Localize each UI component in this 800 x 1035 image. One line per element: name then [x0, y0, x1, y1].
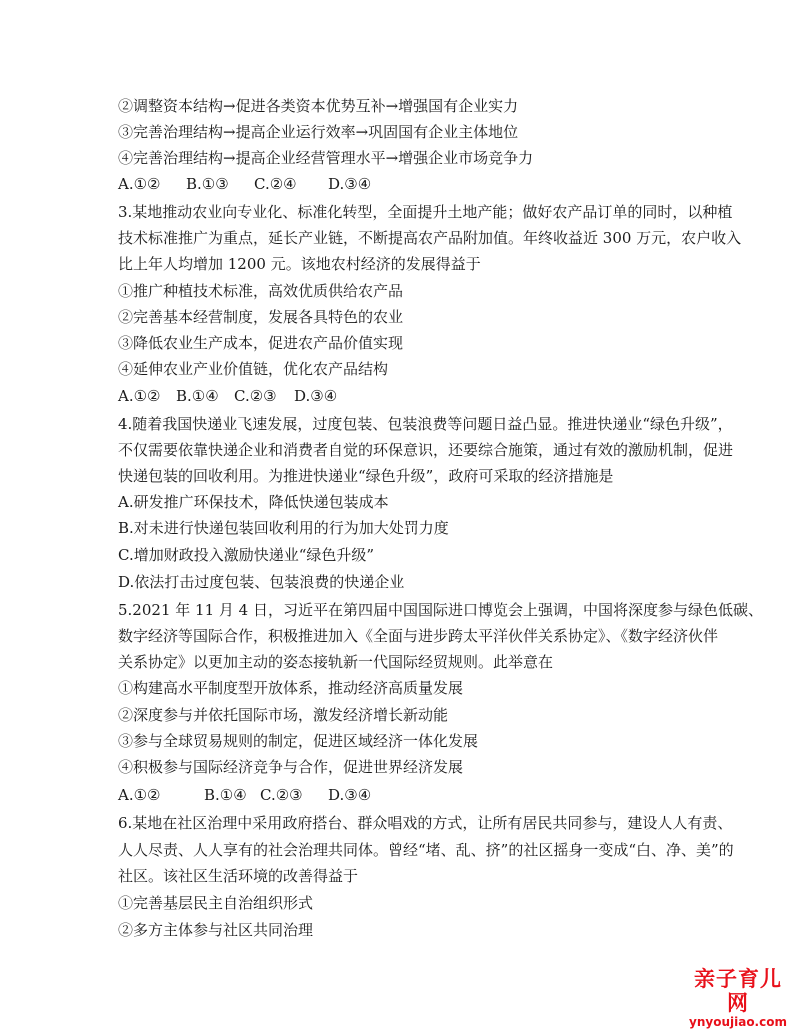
watermark-title: 亲子育儿网: [694, 967, 782, 1015]
text-line: 技术标准推广为重点，延长产业链，不断提高农产品附加值。年终收益近 300 万元，农户收入: [118, 229, 742, 247]
question-4-text: 4.随着我国快递业飞速发展，过度包装、包装浪费等问题日益凸显。推进快递业“绿色升级”，: [118, 415, 733, 433]
text-line: 数字经济等国际合作，积极推进加入《全面与进步跨太平洋伙伴关系协定》、《数字经济伙伴: [118, 627, 719, 645]
text-line: 不仅需要依靠快递企业和消费者自觉的环保意识，还要综合施策，通过有效的激励机制，促进: [118, 441, 734, 459]
option-c: C.②④: [254, 175, 297, 193]
option-b: B.①④: [176, 387, 219, 405]
text-line: 比上年人均增加 1200 元。该地农村经济的发展得益于: [118, 255, 481, 273]
question-3-text: 3.某地推动农业向专业化、标准化转型，全面提升土地产能；做好农产品订单的同时，以种植: [118, 203, 733, 221]
question-6-text: 6.某地在社区治理中采用政府搭台、群众唱戏的方式，让所有居民共同参与，建设人人有责、: [118, 814, 733, 832]
text-line: ②完善基本经营制度，发展各具特色的农业: [118, 308, 404, 326]
option-b: B.①③: [186, 175, 229, 193]
option-c: C.②③: [260, 786, 303, 804]
answer-options-q5: [118, 785, 718, 805]
option-c: C.②③: [234, 387, 277, 405]
text-line: ②深度参与并依托国际市场，激发经济增长新动能: [118, 706, 449, 724]
option-a: A.①②: [118, 786, 161, 804]
text-line: ③参与全球贸易规则的制定，促进区域经济一体化发展: [118, 732, 479, 750]
option-d: D.③④: [328, 175, 372, 193]
site-watermark: [686, 967, 790, 1029]
option-d: D.③④: [294, 387, 338, 405]
option-line: B.对未进行快递包装回收利用的行为加大处罚力度: [118, 519, 449, 537]
watermark-url: ynyoujiao.com: [689, 1015, 787, 1029]
option-b: B.①④: [204, 786, 247, 804]
text-line: 关系协定》以更加主动的姿态接轨新一代国际经贸规则。此举意在: [118, 653, 554, 671]
option-line: A.研发推广环保技术，降低快递包装成本: [118, 493, 389, 511]
option-a: A.①②: [118, 175, 161, 193]
option-line: C.增加财政投入激励快递业“绿色升级”: [118, 546, 375, 564]
text-line: ④完善治理结构→提高企业经营管理水平→增强企业市场竞争力: [118, 149, 534, 167]
option-d: D.③④: [328, 786, 372, 804]
text-line: ①构建高水平制度型开放体系，推动经济高质量发展: [118, 679, 464, 697]
option-line: D.依法打击过度包装、包装浪费的快递企业: [118, 573, 405, 591]
answer-options-q2: [118, 174, 718, 194]
text-line: ④积极参与国际经济竞争与合作，促进世界经济发展: [118, 758, 464, 776]
answer-options-q3: [118, 386, 718, 406]
text-line: 社区。该社区生活环境的改善得益于: [118, 867, 359, 885]
text-line: ②调整资本结构→促进各类资本优势互补→增强国有企业实力: [118, 97, 519, 115]
text-line: ①推广种植技术标准，高效优质供给农产品: [118, 282, 404, 300]
text-line: 人人尽责、人人享有的社会治理共同体。曾经“堵、乱、挤”的社区摇身一变成“白、净、美”的: [118, 841, 734, 859]
option-a: A.①②: [118, 387, 161, 405]
text-line: 快递包装的回收利用。为推进快递业“绿色升级”，政府可采取的经济措施是: [118, 467, 614, 485]
question-5-text: 5.2021 年 11 月 4 日，习近平在第四届中国国际进口博览会上强调，中国将深度参与绿色低碳、: [118, 601, 763, 619]
text-line: ③降低农业生产成本，促进农产品价值实现: [118, 334, 404, 352]
text-line: ①完善基层民主自治组织形式: [118, 894, 314, 912]
text-line: ④延伸农业产业价值链，优化农产品结构: [118, 360, 389, 378]
text-line: ③完善治理结构→提高企业运行效率→巩固国有企业主体地位: [118, 123, 519, 141]
text-line: ②多方主体参与社区共同治理: [118, 921, 314, 939]
